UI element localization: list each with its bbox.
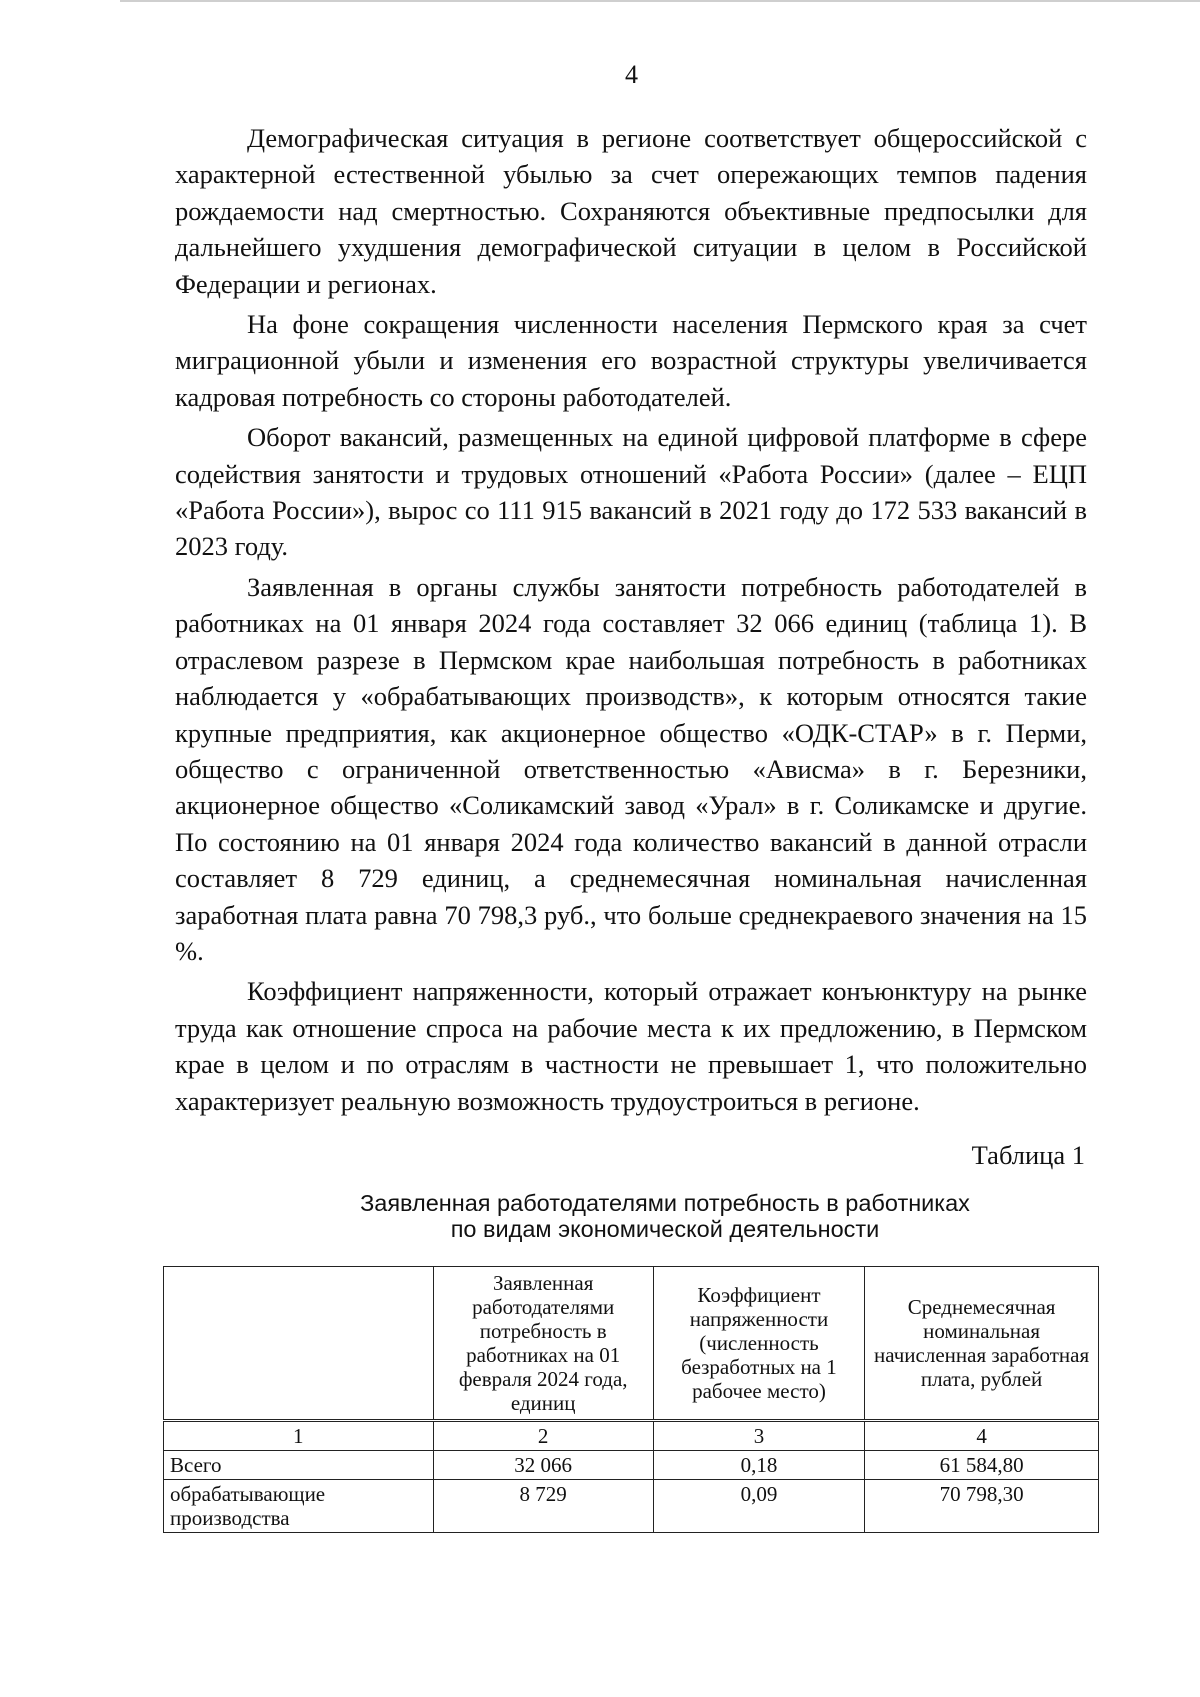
- body-text: [175, 120, 1087, 1123]
- table-label: Таблица 1: [971, 1140, 1085, 1170]
- table-cell: 0,09: [653, 1480, 864, 1533]
- table-cell: 8 729: [433, 1480, 653, 1533]
- demand-table: [163, 1266, 1099, 1533]
- table-row: [164, 1451, 1099, 1480]
- table-cell: обрабатывающие производства: [164, 1480, 434, 1533]
- table-cell: 61 584,80: [865, 1451, 1099, 1480]
- paragraph-tension-coefficient: Коэффициент напряженности, который отражает конъюнктуру на рынке труда как отношение спроса на рабочие места к их предложению, в Пермском крае в целом и по отраслям в частности не превышает 1, что положительно характеризует реальную возможность трудоустроиться в регионе.: [175, 976, 1087, 1116]
- table-title-line-1: Заявленная работодателями потребность в работниках: [360, 1190, 970, 1216]
- table-header-cell: Среднемесячная номинальная начисленная заработная плата, рублей: [865, 1267, 1099, 1421]
- table-header-row: [164, 1267, 1099, 1421]
- table-cell: 0,18: [653, 1451, 864, 1480]
- paragraph-employer-demand: Заявленная в органы службы занятости потребность работодателей в работниках на 01 января 2024 года составляет 32 066 единиц (таблица 1). В отраслевом разрезе в Пермском крае наибольшая потребность в работниках наблюдается у «обрабатывающих производств», к которым относятся такие крупные предприятия, как акционерное общество «ОДК-СТАР» в г. Перми, общество с ограниченной ответственностью «Ависма» в г. Березники, акционерное общество «Соликамский завод «Урал» в г. Соликамске и другие. По состоянию на 01 января 2024 года количество вакансий в данной отрасли составляет 8 729 единиц, а среднемесячная номинальная начисленная заработная плата равна 70 798,3 руб., что больше среднекраевого значения на 15 %.: [175, 571, 1087, 966]
- table-cell: 70 798,30: [865, 1480, 1099, 1533]
- table-cell: 32 066: [433, 1451, 653, 1480]
- column-number-cell: 1: [164, 1421, 434, 1451]
- table-header-cell: Коэффициент напряженности (численность безработных на 1 рабочее место): [653, 1267, 864, 1421]
- column-number-cell: 3: [653, 1421, 864, 1451]
- table-column-number-row: [164, 1421, 1099, 1451]
- page-top-edge: [120, 0, 1200, 2]
- table-header-cell: [164, 1267, 434, 1421]
- table-title-line-2: по видам экономической деятельности: [450, 1216, 880, 1242]
- table-cell: Всего: [164, 1451, 434, 1480]
- table-title: [165, 1190, 1165, 1242]
- table-row: [164, 1480, 1099, 1533]
- paragraph-demography: Демографическая ситуация в регионе соответствует общероссийской с характерной естественной убылью за счет опережающих темпов падения рождаемости над смертностью. Сохраняются объективные предпосылки для дальнейшего ухудшения демографической ситуации в целом в Российской Федерации и регионах.: [175, 123, 1087, 299]
- column-number-cell: 2: [433, 1421, 653, 1451]
- page-number: 4: [625, 60, 638, 89]
- table-header-cell: Заявленная работодателями потребность в работниках на 01 февраля 2024 года, единиц: [433, 1267, 653, 1421]
- paragraph-vacancy-turnover: Оборот вакансий, размещенных на единой цифровой платформе в сфере содействия занятости и трудовых отношений «Работа России» (далее – ЕЦП «Работа России»), вырос со 111 915 вакансий в 2021 году до 172 533 вакансий в 2023 году.: [175, 422, 1087, 562]
- column-number-cell: 4: [865, 1421, 1099, 1451]
- paragraph-migration: На фоне сокращения численности населения Пермского края за счет миграционной убыли и изменения его возрастной структуры увеличивается кадровая потребность со стороны работодателей.: [175, 309, 1087, 412]
